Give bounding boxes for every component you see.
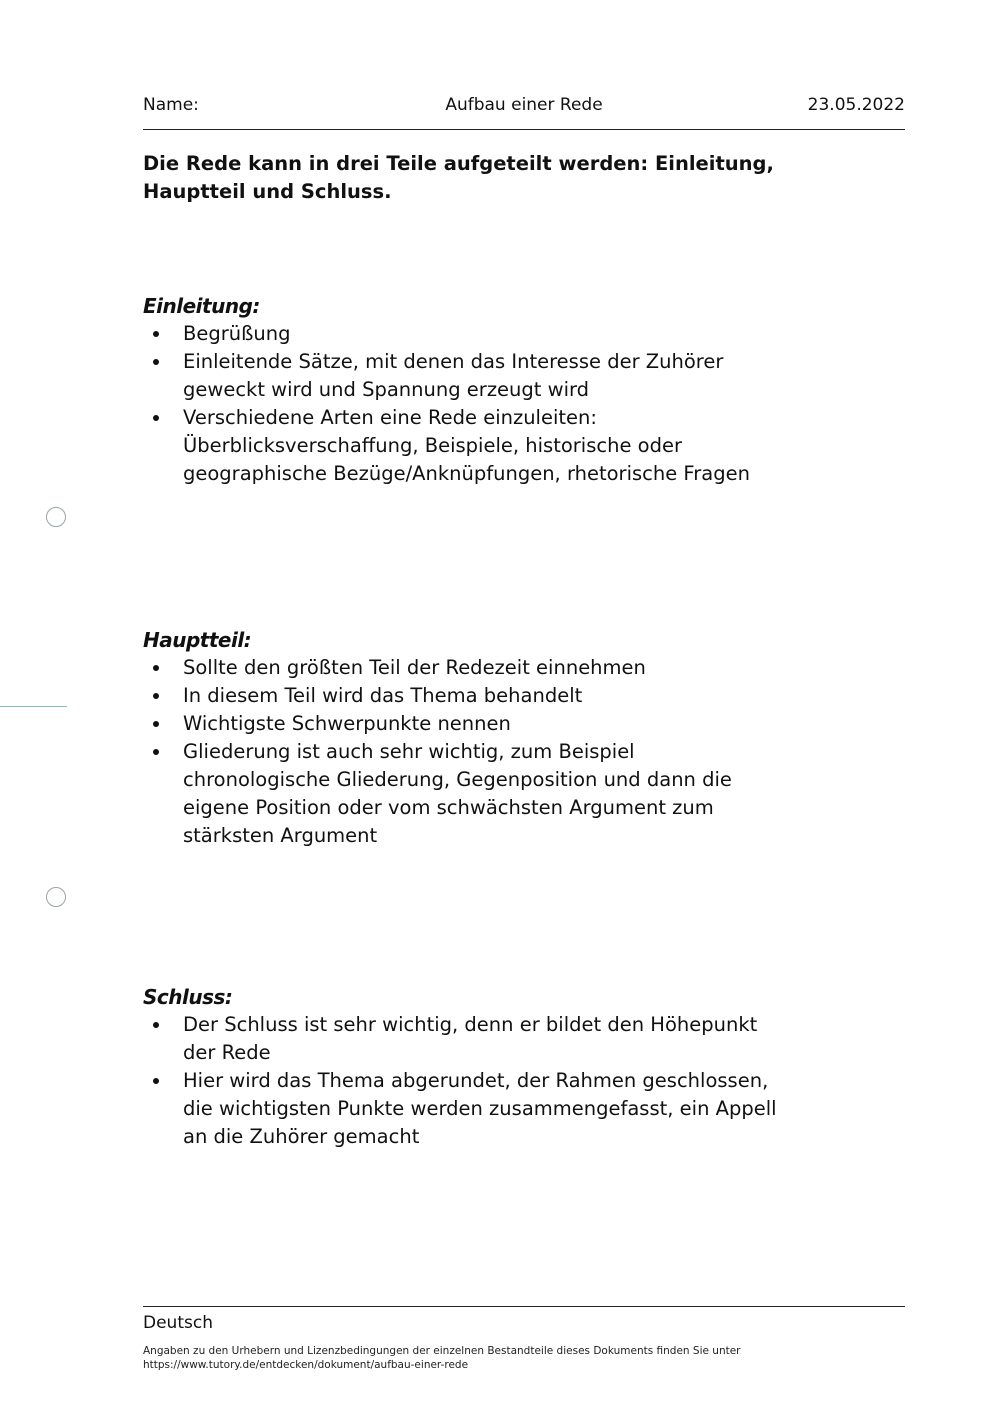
bullet-list (143, 1011, 843, 1151)
name-label: Name: (143, 95, 199, 115)
list-item: Wichtigste Schwerpunkte nennen (143, 710, 783, 738)
intro-text: Die Rede kann in drei Teile aufgeteilt werden: Einleitung, Hauptteil und Schluss. (143, 152, 774, 203)
footer-license-note: Angaben zu den Urhebern und Lizenzbedingungen der einzelnen Bestandteile dieses Dokuments finden Sie unter https://www.tutory.de/entdecken/dokument/aufbau-einer-rede (143, 1345, 741, 1371)
header-divider (143, 129, 905, 130)
list-item: Verschiedene Arten eine Rede einzuleiten: Überblicksverschaffung, Beispiele, historische oder geographische Bezüge/Anknüpfungen, rhetorische Fragen (143, 404, 783, 488)
fold-mark (0, 706, 67, 707)
bullet-icon (153, 1078, 159, 1084)
section-heading: Schluss: (143, 985, 233, 1009)
footer-divider (143, 1306, 905, 1307)
page-header (143, 95, 905, 119)
list-item: Einleitende Sätze, mit denen das Interesse der Zuhörer geweckt wird und Spannung erzeugt wird (143, 348, 783, 404)
section-schluss (143, 983, 843, 1151)
bullet-icon (153, 415, 159, 421)
section-einleitung (143, 292, 843, 488)
section-hauptteil (143, 626, 843, 850)
bullet-list (143, 654, 843, 850)
document-title: Aufbau einer Rede (445, 95, 603, 115)
bullet-icon (153, 721, 159, 727)
bullet-icon (153, 665, 159, 671)
document-date: 23.05.2022 (807, 95, 905, 115)
bullet-icon (153, 1022, 159, 1028)
bullet-icon (153, 749, 159, 755)
footer-subject: Deutsch (143, 1313, 213, 1333)
bullet-icon (153, 331, 159, 337)
list-item: Der Schluss ist sehr wichtig, denn er bildet den Höhepunkt der Rede (143, 1011, 783, 1067)
list-item: Gliederung ist auch sehr wichtig, zum Beispiel chronologische Gliederung, Gegenposition und dann die eigene Position oder vom schwächsten Argument zum stärksten Argument (143, 738, 783, 850)
list-item: Begrüßung (143, 320, 783, 348)
bullet-icon (153, 359, 159, 365)
list-item: Sollte den größten Teil der Redezeit einnehmen (143, 654, 783, 682)
punch-hole-icon (46, 507, 66, 527)
bullet-icon (153, 693, 159, 699)
punch-hole-icon (46, 887, 66, 907)
list-item: In diesem Teil wird das Thema behandelt (143, 682, 783, 710)
section-heading: Hauptteil: (143, 628, 252, 652)
section-heading: Einleitung: (143, 294, 260, 318)
list-item: Hier wird das Thema abgerundet, der Rahmen geschlossen, die wichtigsten Punkte werden zusammengefasst, ein Appell an die Zuhörer gemacht (143, 1067, 783, 1151)
bullet-list (143, 320, 843, 488)
